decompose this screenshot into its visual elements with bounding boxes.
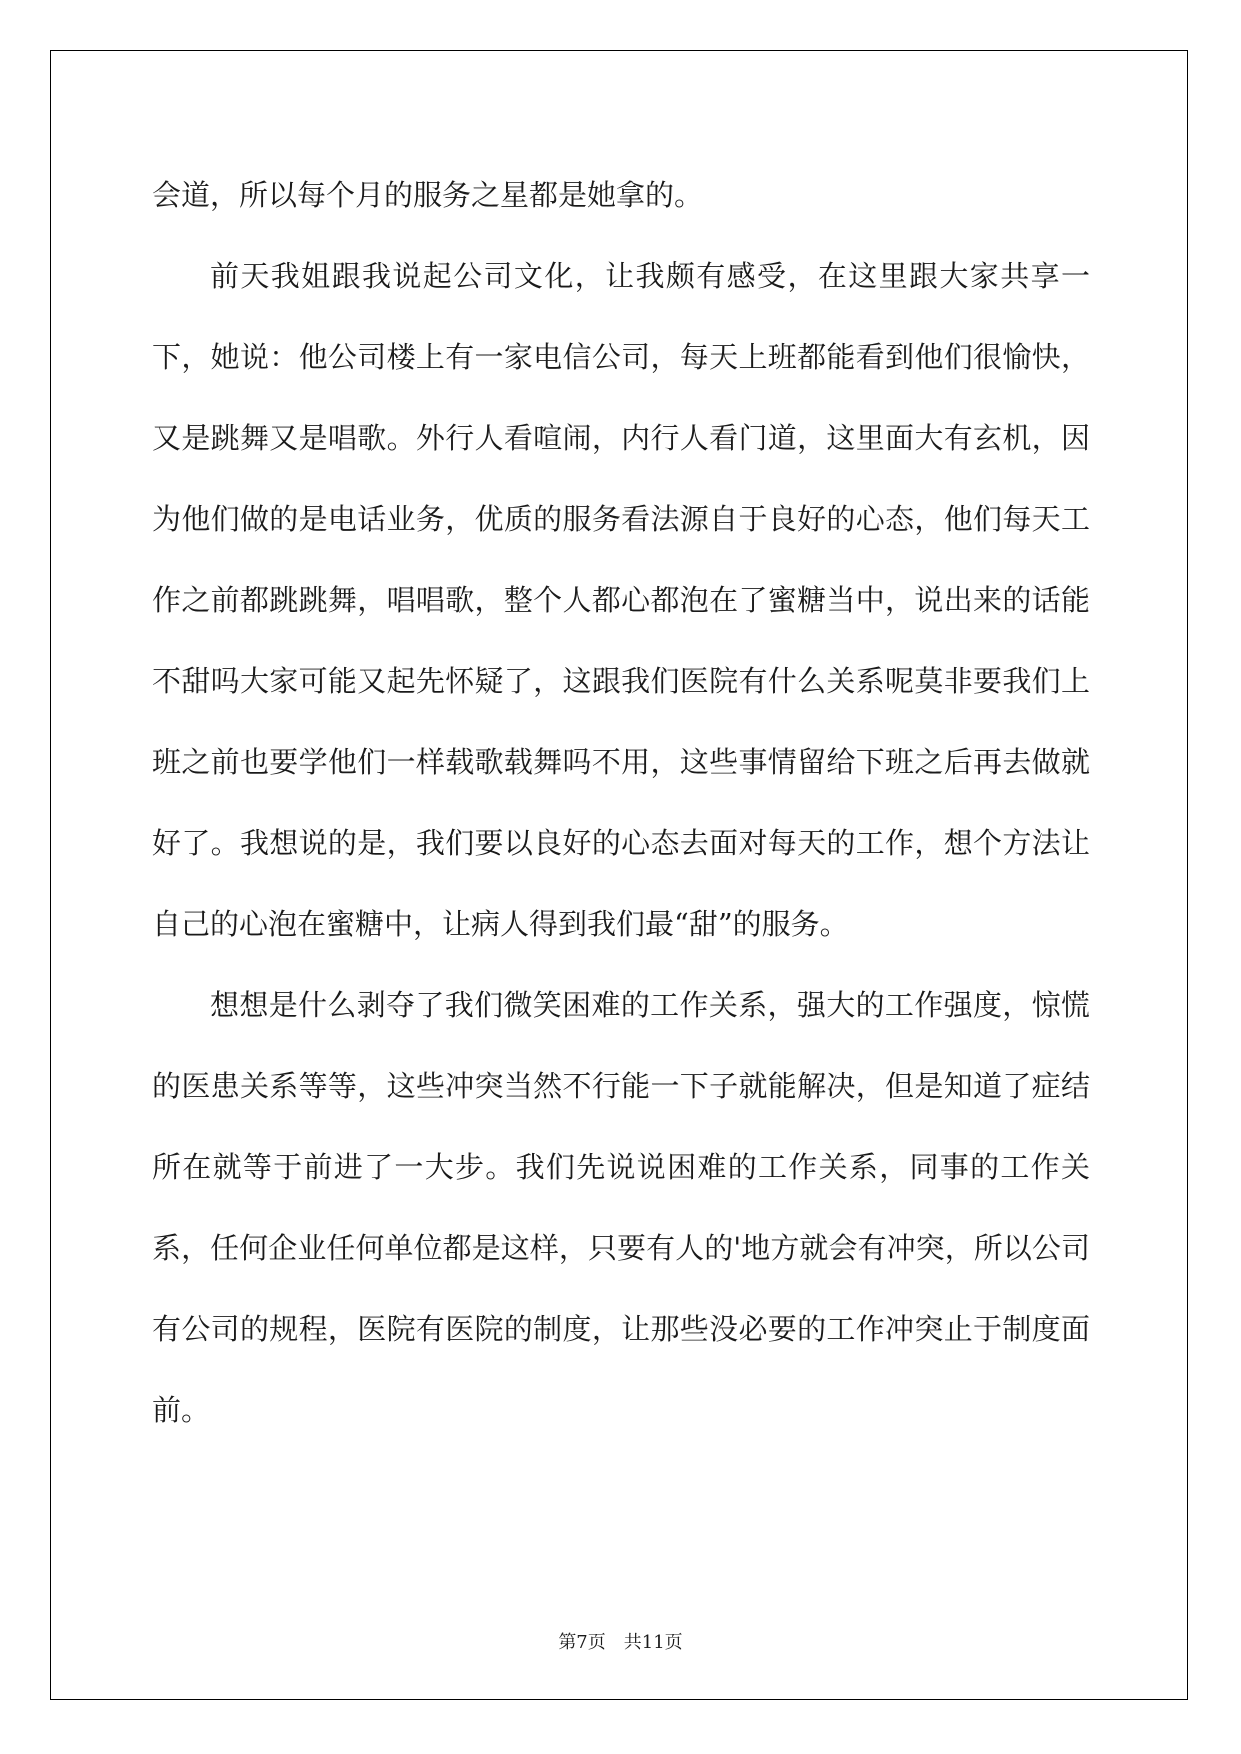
paragraph-1: 会道，所以每个月的服务之星都是她拿的。 bbox=[152, 178, 704, 212]
paragraph-3: 想想是什么剥夺了我们微笑困难的工作关系，强大的工作强度，惊慌的医患关系等等，这些冲突当然不行能一下子就能解决，但是知道了症结所在就等于前进了一大步。我们先说说困难的工作关系，同事的工作关系，任何企业任何单位都是这样，只要有人的'地方就会有冲突，所以公司有公司的规程，医院有医院的制度，让那些没必要的工作冲突止于制度面前。 bbox=[152, 988, 1090, 1427]
paragraph-2: 前天我姐跟我说起公司文化，让我颇有感受，在这里跟大家共享一下，她说：他公司楼上有一家电信公司，每天上班都能看到他们很愉快，又是跳舞又是唱歌。外行人看喧闹，内行人看门道，这里面大有玄机，因为他们做的是电话业务，优质的服务看法源自于良好的心态，他们每天工作之前都跳跳舞，唱唱歌，整个人都心都泡在了蜜糖当中，说出来的话能不甜吗大家可能又起先怀疑了，这跟我们医院有什么关系呢莫非要我们上班之前也要学他们一样载歌载舞吗不用，这些事情留给下班之后再去做就好了。我想说的是，我们要以良好的心态去面对每天的工作，想个方法让自己的心泡在蜜糖中，让病人得到我们最“甜”的服务。 bbox=[152, 259, 1090, 941]
page-footer bbox=[0, 1631, 1241, 1655]
page-number: 第7页 bbox=[558, 1632, 606, 1653]
document-body bbox=[152, 155, 1090, 1451]
page-total: 共11页 bbox=[623, 1632, 683, 1653]
